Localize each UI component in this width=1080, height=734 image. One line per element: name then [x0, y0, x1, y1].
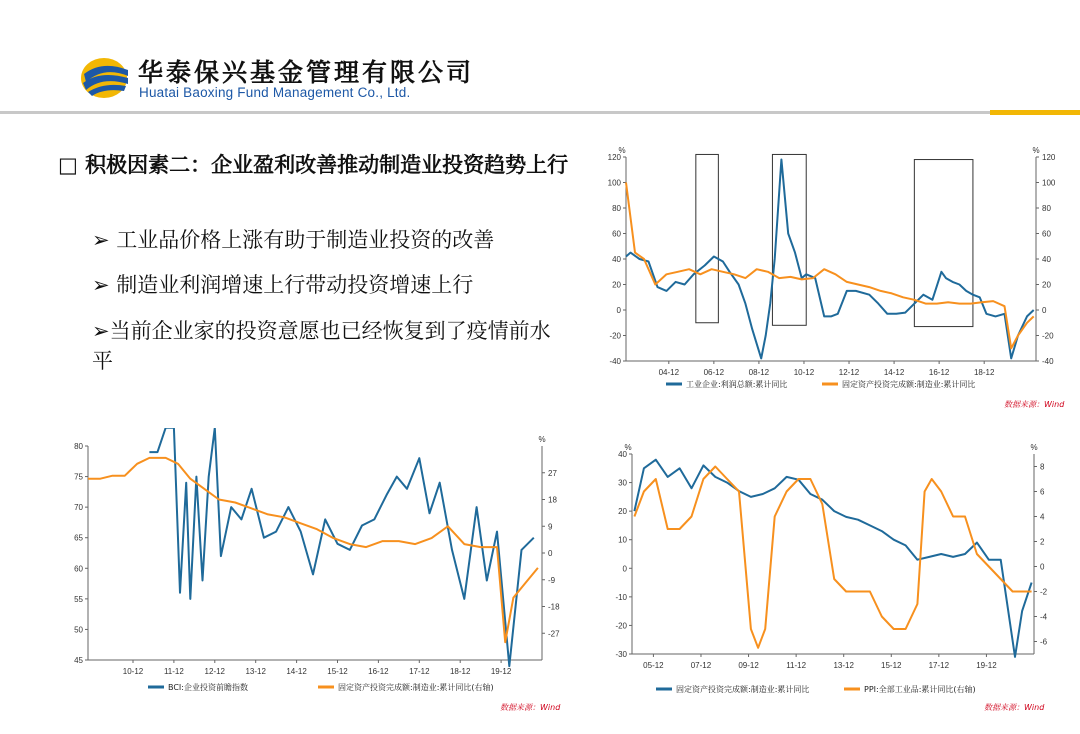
right-tick-label: 0 — [1042, 306, 1047, 315]
legend-label: BCI:企业投资前瞻指数 — [168, 683, 248, 692]
y-tick-label: 100 — [607, 178, 621, 188]
y-tick-label: 40 — [612, 255, 621, 264]
x-tick-label: 12-12 — [838, 368, 860, 377]
legend-label: PPI:全部工业品:累计同比(右轴) — [864, 685, 976, 694]
right-tick-label: 100 — [1042, 178, 1056, 188]
right-tick-label: -18 — [548, 602, 560, 612]
x-tick-label: 15-12 — [327, 667, 348, 676]
right-unit-label: % — [1030, 443, 1038, 452]
y-tick-label: 60 — [612, 229, 621, 239]
right-tick-label: 2 — [1040, 537, 1045, 547]
right-tick-label: 20 — [1042, 280, 1051, 290]
right-tick-label: 0 — [548, 549, 553, 558]
y-tick-label: 55 — [74, 594, 83, 604]
y-tick-label: 0 — [622, 564, 627, 574]
x-tick-label: 14-12 — [883, 368, 905, 377]
y-tick-label: 80 — [612, 204, 621, 213]
x-tick-label: 10-12 — [793, 368, 815, 377]
chart-svg — [60, 428, 570, 718]
x-tick-label: 14-12 — [286, 667, 307, 676]
right-tick-label: -4 — [1040, 612, 1048, 622]
y-tick-label: -40 — [609, 357, 621, 366]
y-tick-label: 30 — [618, 478, 627, 488]
x-tick-label: 04-12 — [658, 368, 680, 377]
x-tick-label: 12-12 — [204, 667, 226, 676]
legend-label: 工业企业:利润总额:累计同比 — [686, 380, 788, 389]
x-tick-label: 16-12 — [368, 667, 389, 676]
legend-label: 固定资产投资完成额:制造业:累计同比(右轴) — [338, 683, 494, 692]
left-unit-label: % — [624, 443, 632, 452]
chart-svg — [596, 440, 1070, 718]
y-tick-label: 65 — [74, 533, 83, 543]
data-source-note: 数据来源：Wind — [984, 703, 1045, 712]
x-tick-label: 08-12 — [748, 368, 770, 377]
x-tick-label: 16-12 — [928, 368, 950, 377]
right-tick-label: 18 — [548, 495, 557, 505]
highlight-box — [696, 154, 719, 322]
x-tick-label: 05-12 — [643, 661, 664, 670]
left-unit-label: % — [618, 146, 626, 155]
right-tick-label: -40 — [1042, 357, 1054, 366]
bullet-item: ➢当前企业家的投资意愿也已经恢复到了疫情前水平 — [92, 319, 551, 373]
data-source-note: 数据来源：Wind — [1004, 400, 1065, 409]
right-tick-label: 4 — [1040, 512, 1045, 522]
series-line — [634, 460, 1031, 657]
x-tick-label: 10-12 — [122, 667, 144, 676]
right-tick-label: 9 — [548, 522, 553, 532]
company-logo-icon — [80, 54, 132, 100]
y-tick-label: 40 — [618, 450, 627, 459]
right-tick-label: 60 — [1042, 229, 1051, 239]
y-tick-label: 75 — [74, 472, 83, 482]
slide-header — [0, 0, 1080, 118]
y-tick-label: 120 — [607, 153, 621, 162]
x-tick-label: 18-12 — [449, 667, 471, 676]
x-tick-label: 13-12 — [245, 667, 266, 676]
company-name-cn: 华泰保兴基金管理有限公司 — [138, 58, 475, 87]
chart-bci-vs-investment — [60, 428, 570, 718]
series-line — [634, 467, 1031, 648]
header-divider — [0, 111, 990, 114]
x-tick-label: 07-12 — [690, 661, 712, 670]
legend-label: 固定资产投资完成额:制造业:累计同比 — [842, 380, 976, 389]
legend-label: 固定资产投资完成额:制造业:累计同比 — [676, 685, 810, 694]
right-tick-label: 80 — [1042, 204, 1051, 213]
y-tick-label: -20 — [609, 331, 621, 341]
right-tick-label: 40 — [1042, 255, 1051, 264]
chart-investment-vs-ppi — [596, 440, 1070, 718]
right-tick-label: -6 — [1040, 637, 1048, 647]
right-tick-label: 8 — [1040, 462, 1045, 472]
y-tick-label: 0 — [616, 306, 621, 315]
x-tick-label: 15-12 — [881, 661, 902, 670]
right-tick-label: 6 — [1040, 487, 1045, 497]
y-tick-label: -30 — [615, 650, 627, 659]
right-tick-label: -27 — [548, 629, 560, 639]
x-tick-label: 18-12 — [973, 368, 995, 377]
x-tick-label: 19-12 — [490, 667, 512, 676]
y-tick-label: -20 — [615, 621, 627, 631]
header-accent-bar — [990, 110, 1080, 115]
right-tick-label: 27 — [548, 468, 557, 478]
right-tick-label: 120 — [1042, 153, 1056, 162]
right-tick-label: 0 — [1040, 562, 1045, 572]
y-tick-label: 70 — [74, 503, 83, 513]
x-tick-label: 11-12 — [163, 667, 184, 676]
bullet-item: ➢ 工业品价格上涨有助于制造业投资的改善 — [92, 228, 495, 252]
y-tick-label: 80 — [74, 442, 83, 451]
x-tick-label: 13-12 — [833, 661, 854, 670]
highlight-box — [914, 160, 973, 327]
bullet-item: ➢ 制造业利润增速上行带动投资增速上行 — [92, 273, 474, 297]
y-tick-label: 60 — [74, 564, 83, 574]
right-unit-label: % — [538, 435, 546, 444]
right-tick-label: -9 — [548, 575, 556, 585]
right-unit-label: % — [1032, 146, 1040, 155]
y-tick-label: 10 — [618, 535, 627, 545]
y-tick-label: 20 — [618, 507, 627, 517]
data-source-note: 数据来源：Wind — [500, 703, 561, 712]
company-name-en: Huatai Baoxing Fund Management Co., Ltd. — [139, 85, 411, 100]
right-tick-label: -20 — [1042, 331, 1054, 341]
y-tick-label: 50 — [74, 625, 83, 635]
x-tick-label: 09-12 — [738, 661, 759, 670]
y-tick-label: 45 — [74, 656, 83, 665]
x-tick-label: 11-12 — [786, 661, 807, 670]
chart-svg — [596, 143, 1066, 415]
y-tick-label: 20 — [612, 280, 621, 290]
right-tick-label: -2 — [1040, 587, 1048, 597]
x-tick-label: 19-12 — [976, 661, 997, 670]
x-tick-label: 17-12 — [928, 661, 950, 670]
y-tick-label: -10 — [615, 592, 627, 602]
x-tick-label: 06-12 — [703, 368, 725, 377]
x-tick-label: 17-12 — [409, 667, 430, 676]
highlight-box — [772, 154, 806, 325]
chart-profit-vs-investment — [596, 143, 1066, 415]
section-heading: □ 积极因素二：企业盈利改善推动制造业投资趋势上行 — [58, 153, 569, 177]
